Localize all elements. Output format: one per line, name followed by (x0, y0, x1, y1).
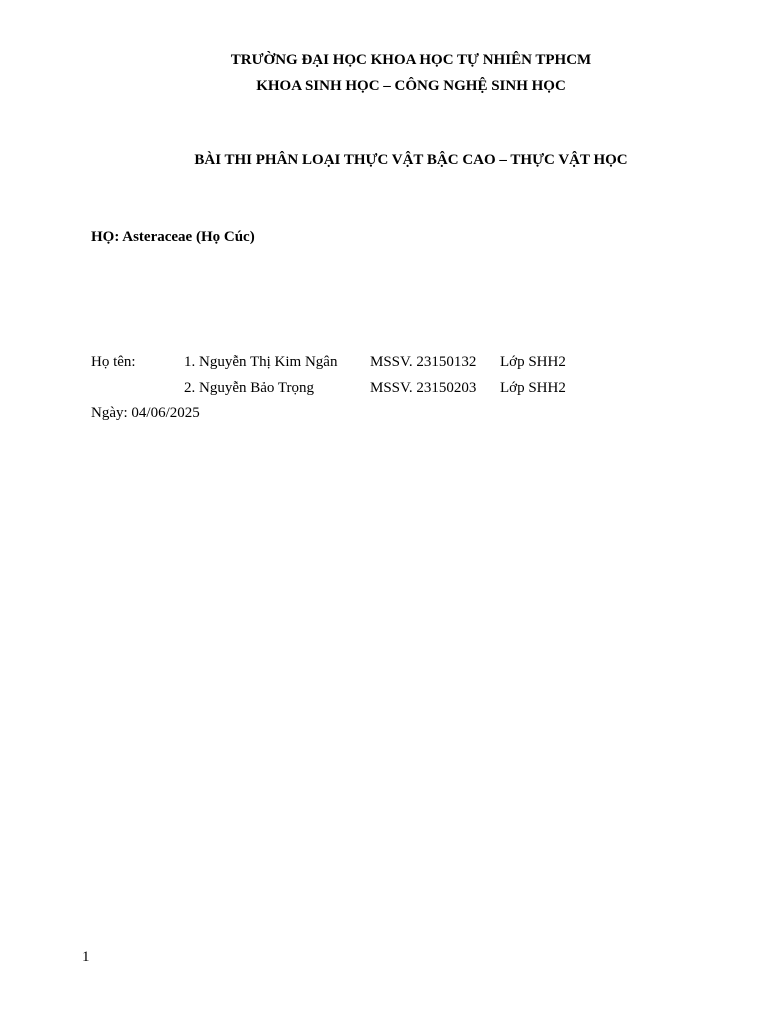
university-name: TRƯỜNG ĐẠI HỌC KHOA HỌC TỰ NHIÊN TPHCM (230, 52, 592, 68)
student-name: 1. Nguyễn Thị Kim Ngân (184, 354, 338, 370)
page-number: 1 (82, 949, 90, 965)
faculty-name: KHOA SINH HỌC – CÔNG NGHỆ SINH HỌC (256, 78, 566, 94)
student-class: Lớp SHH2 (500, 354, 566, 370)
document-title: BÀI THI PHÂN LOẠI THỰC VẬT BẬC CAO – THỰC VẬT HỌC (194, 152, 628, 168)
plant-family-heading: HỌ: Asteraceae (Họ Cúc) (91, 229, 255, 245)
student-class: Lớp SHH2 (500, 380, 566, 396)
student-row (0, 378, 768, 398)
student-name: 2. Nguyễn Bảo Trọng (184, 380, 315, 396)
student-id: MSSV. 23150203 (370, 380, 477, 396)
student-label: Họ tên: (91, 354, 136, 370)
student-row (0, 352, 768, 372)
student-id: MSSV. 23150132 (370, 354, 477, 370)
submission-date: Ngày: 04/06/2025 (91, 405, 200, 421)
